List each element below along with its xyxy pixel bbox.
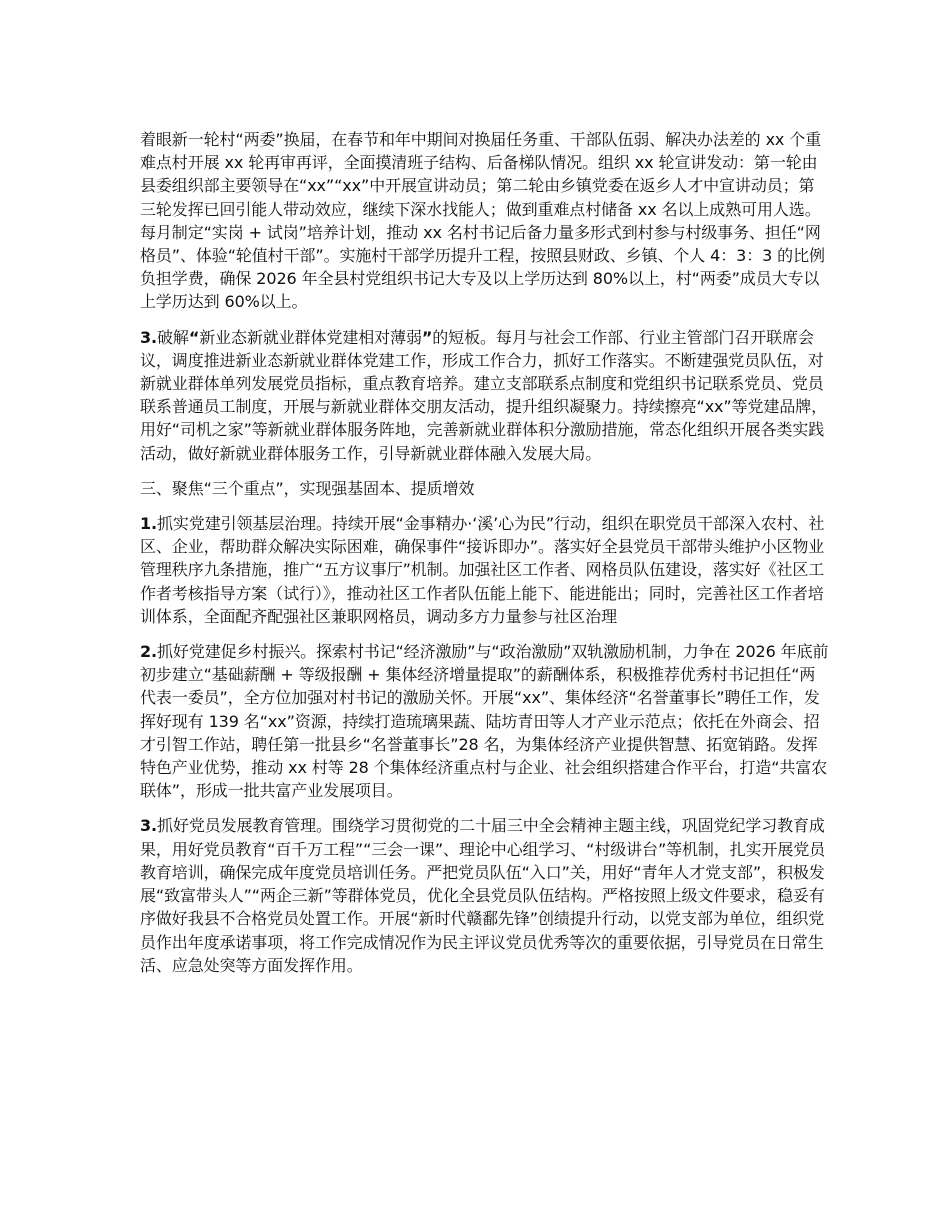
document-body [140, 128, 830, 989]
paragraph-topic: 新业态新就业群体党建相对薄弱 [199, 327, 422, 347]
section-heading-text: 三、聚焦“三个重点”，实现强基固本、提质增效 [140, 478, 475, 498]
paragraph-text: 抓好党建促乡村振兴。探索村书记“经济激励”与“政治激励”双轨激励机制，力争在 2026 年底前初步建立“基础薪酬 + 等级报酬 + 集体经济增量提取”的薪酬体系，积极推荐优秀村书记担任“两代表一委员”，全方位加强对村书记的激励关怀。开展“xx”、集体经济“名誉董事长”聘任工作，发挥好现有 139 名“xx”资源，持续打造琉璃果蔬、陆坊青田等人才产业示范点；依托在外商会、招才引智工作站，聘任第一批县乡“名誉董事长”28 名，为集体经济产业提供智慧、拓宽销路。发挥特色产业优势，推动 xx 村等 28 个集体经济重点村与企业、社会组织搭建合作平台，打造“共富农联体”，形成一批共富产业发展项目。 [140, 642, 829, 801]
paragraph-village-election [140, 128, 830, 314]
item-number: 1. [140, 514, 158, 534]
item-number: 3. [140, 327, 158, 347]
paragraph-text: 抓好党员发展教育管理。围绕学习贯彻党的二十届三中全会精神主题主线，巩固党纪学习教育成果，用好党员教育“百千万工程”“三会一课”、理论中心组学习、“村级讲台”等机制，扎实开展党员教育培训，确保完成年度党员培训任务。严把党员队伍“入口”关，用好“青年人才党支部”，积极发展“致富带头人”“两企三新”等群体党员，优化全县党员队伍结构。严格按照上级文件要求，稳妥有序做好我县不合格党员处置工作。开展“新时代赣鄱先锋”创绩提升行动，以党支部为单位，组织党员作出年度承诺事项，将工作完成情况作为民主评议党员优秀等次的重要依据，引导党员在日常生活、应急处突等方面发挥作用。 [140, 816, 826, 975]
paragraph-grassroots-governance [140, 512, 830, 628]
section-heading [140, 477, 830, 500]
quote-close-mark: ” [421, 327, 433, 347]
quote-open-mark: “ [188, 327, 200, 347]
paragraph-rural-revitalization [140, 640, 830, 802]
paragraph-text: 的短板。每月与社会工作部、行业主管部门召开联席会议，调度推进新业态新就业群体党建工作，形成工作合力，抓好工作落实。不断建强党员队伍，对新就业群体单列发展党员指标，重点教育培养。建立支部联系点制度和党组织书记联系党员、党员联系普通员工制度，开展与新就业群体交朋友活动，提升组织凝聚力。持续擦亮“xx”等党建品牌，用好“司机之家”等新就业群体服务阵地，完善新就业群体积分激励措施，常态化组织开展各类实践活动，做好新就业群体服务工作，引导新就业群体融入发展大局。 [140, 327, 828, 463]
paragraph-text: 着眼新一轮村“两委”换届，在春节和年中期间对换届任务重、干部队伍弱、解决办法差的 xx 个重难点村开展 xx 轮再审再评，全面摸清班子结构、后备梯队情况。组织 xx 轮宣讲发动：第一轮由县委组织部主要领导在“xx”“xx”中开展宣讲动员；第二轮由乡镇党委在返乡人才中宣讲动员；第三轮发挥已回引能人带动效应，继续下深水找能人；做到重难点村储备 xx 名以上成熟可用人选。每月制定“实岗 + 试岗”培养计划，推动 xx 名村书记后备力量多形式到村参与村级事务、担任“网格员”、体验“轮值村干部”。实施村干部学历提升工程，按照县财政、乡镇、个人 4：3：3 的比例负担学费，确保 2026 年全县村党组织书记大专及以上学历达到 80%以上，村“两委”成员大专以上学历达到 60%以上。 [140, 130, 825, 312]
paragraph-new-employment-party-building [140, 326, 830, 465]
paragraph-party-member-education [140, 814, 830, 976]
paragraph-lead: 破解 [157, 327, 189, 347]
item-number: 3. [140, 816, 158, 836]
item-number: 2. [140, 642, 158, 662]
paragraph-text: 抓实党建引领基层治理。持续开展“金事精办·‘溪’心为民”行动，组织在职党员干部深入农村、社区、企业，帮助群众解决实际困难，确保事件“接诉即办”。落实好全县党员干部带头维护小区物业管理秩序九条措施，推广“五方议事厅”机制。加强社区工作者、网格员队伍建设，落实好《社区工作者考核指导方案（试行）》，推动社区工作者队伍能上能下、能进能出；同时，完善社区工作者培训体系，全面配齐配强社区兼职网格员，调动多方力量参与社区治理 [140, 514, 825, 626]
